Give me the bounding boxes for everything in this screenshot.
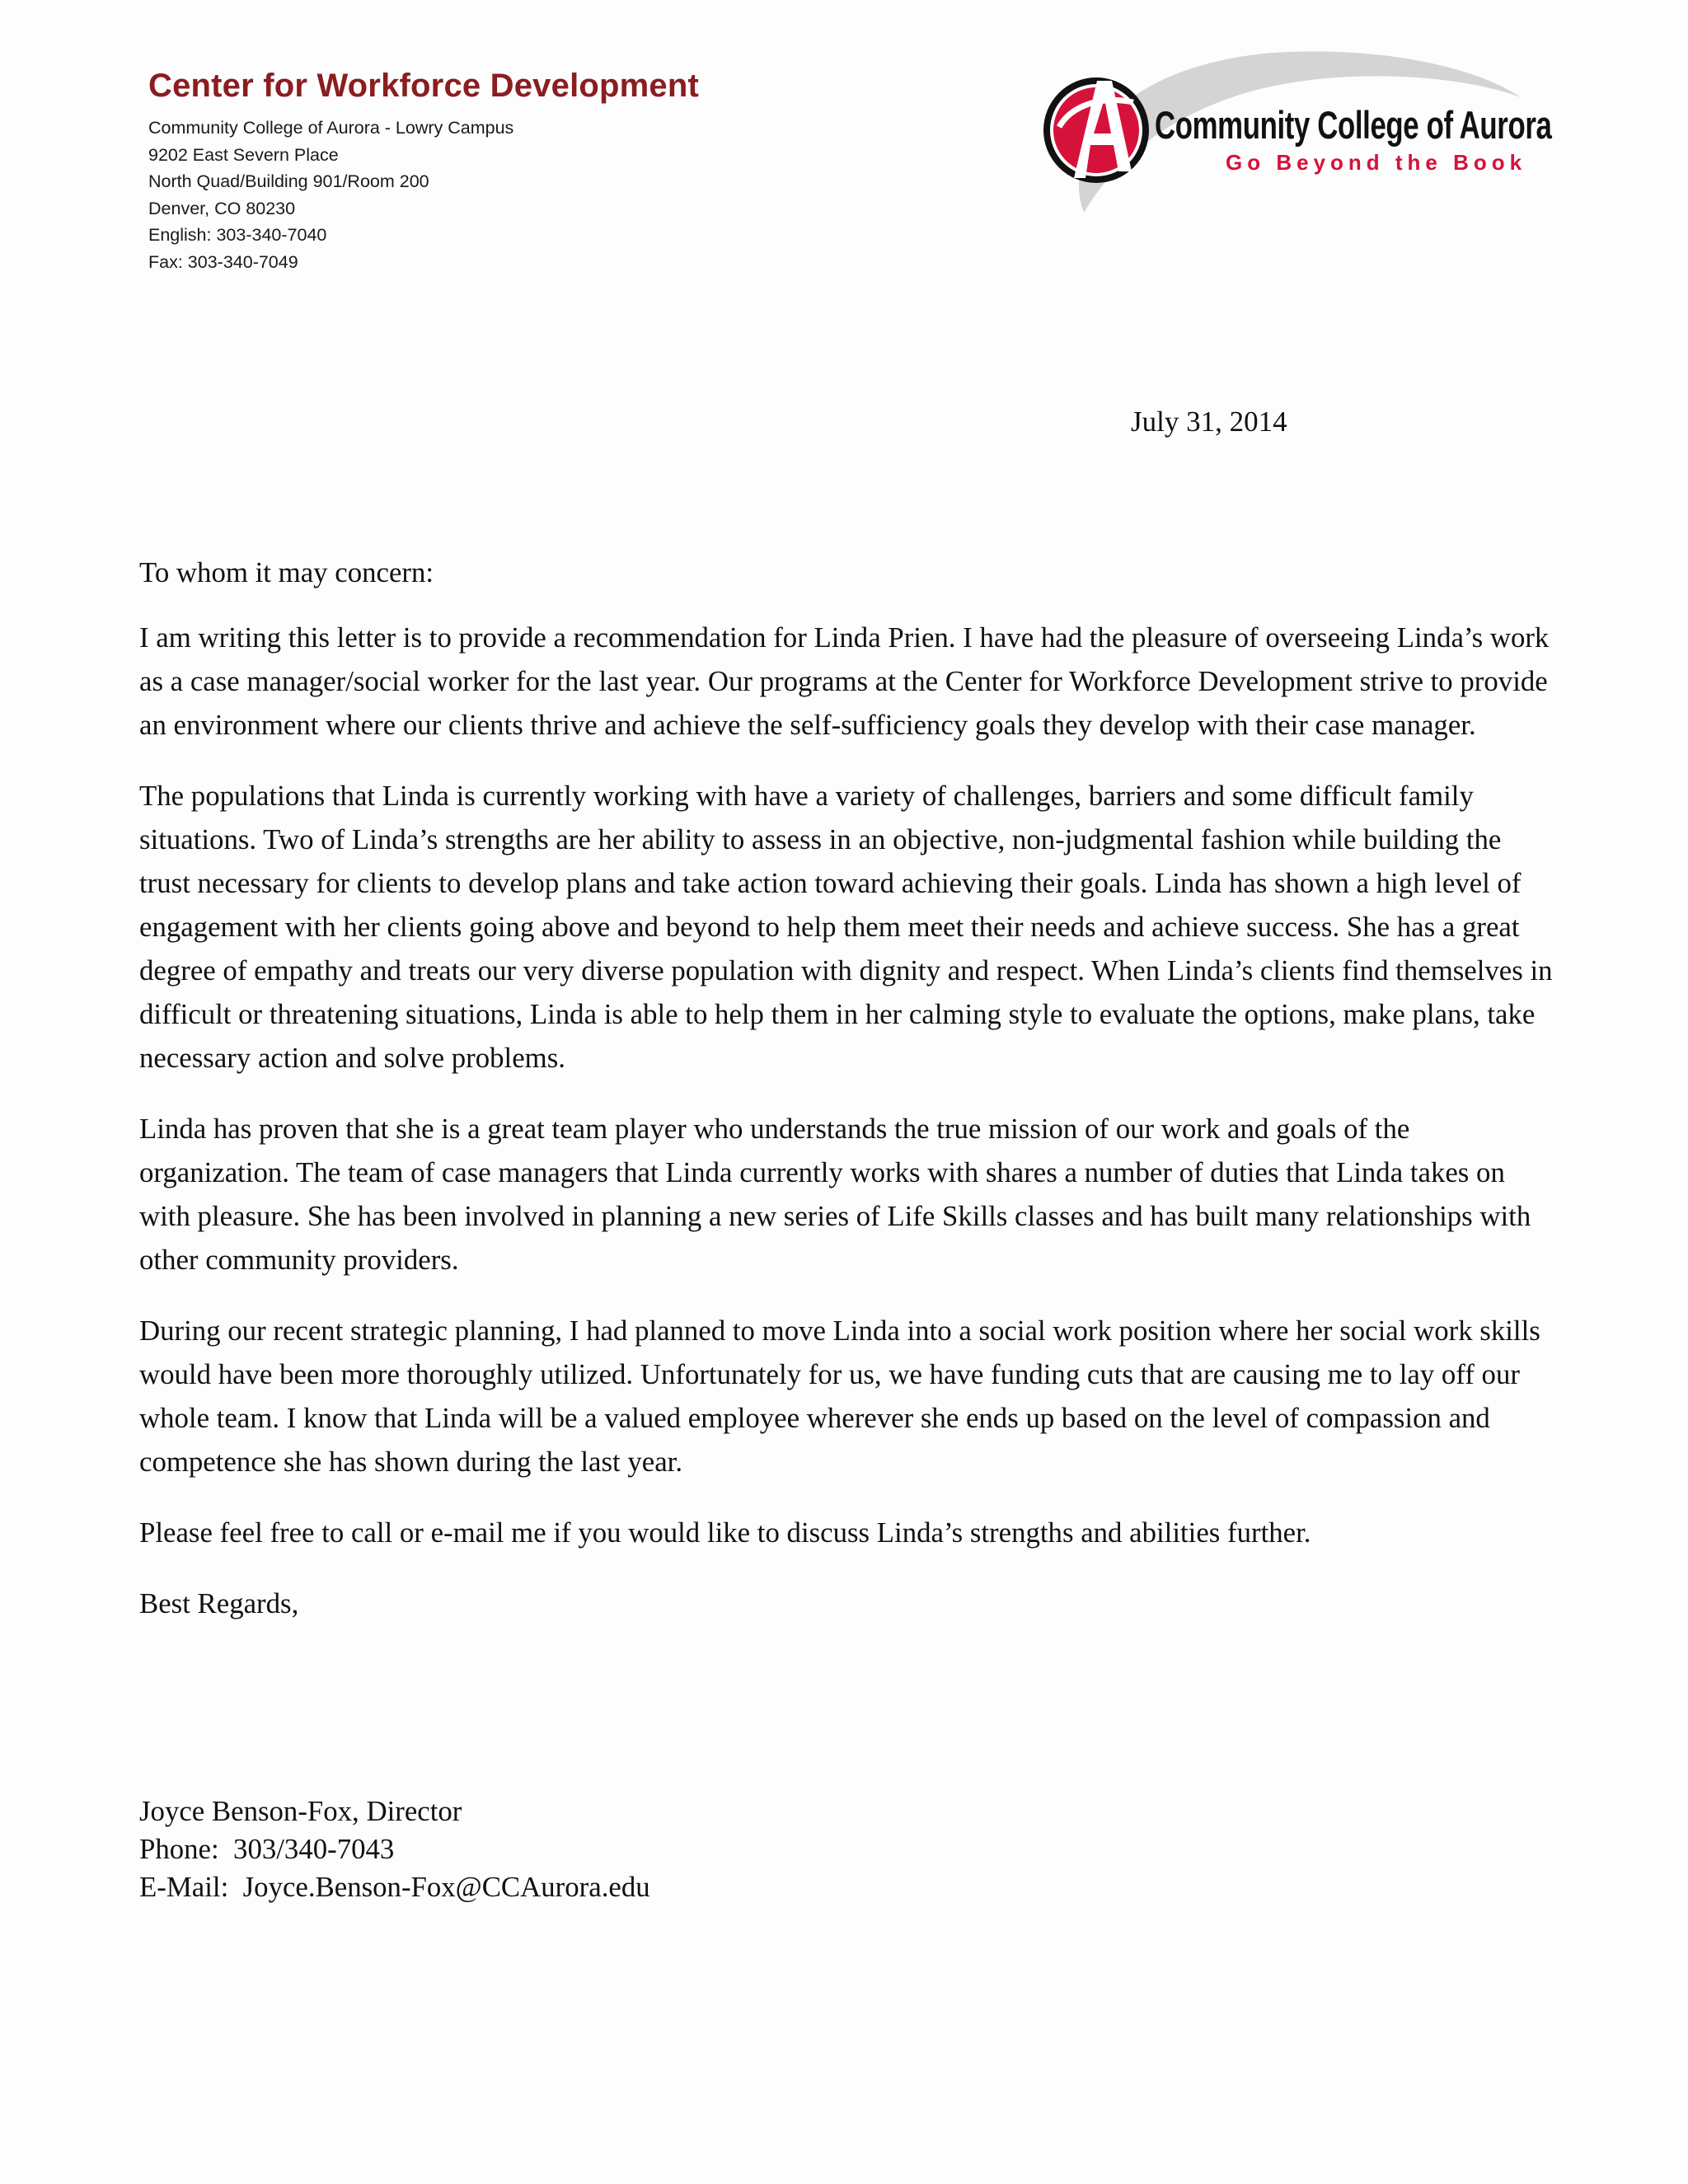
logo-college-name: Community College of Aurora bbox=[1155, 103, 1552, 147]
college-logo bbox=[1026, 48, 1552, 221]
address-line: North Quad/Building 901/Room 200 bbox=[148, 171, 429, 191]
letter-date: July 31, 2014 bbox=[1131, 405, 1287, 438]
body-paragraph: During our recent strategic planning, I had planned to move Linda into a social work position where her social work skills would have been more thoroughly utilized. Unfortunately for us, we have funding cuts that are causing me to lay off our whole team. I know that Linda will be a valued employee wherever she ends up based on the level of compassion and competence she has shown during the last year. bbox=[139, 1315, 1540, 1478]
body-paragraph: The populations that Linda is currently working with have a variety of challenges, barriers and some difficult family situations. Two of Linda’s strengths are her ability to assess in an objective, non-judgmental fashion while building the trust necessary for clients to develop plans and take action toward achieving their goals. Linda has shown a high level of engagement with her clients going above and beyond to help them meet their needs and achieve success. She has a great degree of empathy and treats our very diverse population with dignity and respect. When Linda’s clients find themselves in difficult or threatening situations, Linda is able to help them in her calming style to evaluate the options, make plans, take necessary action and solve problems. bbox=[139, 780, 1553, 1074]
fax-line: Fax: 303-340-7049 bbox=[148, 251, 298, 272]
body-paragraph: I am writing this letter is to provide a recommendation for Linda Prien. I have had the pleasure of overseeing Linda’s work as a case manager/social worker for the last year. Our programs at the Center for Workforce Development strive to provide an environment where our clients thrive and achieve the self-sufficiency goals they develop with their case manager. bbox=[139, 621, 1550, 741]
signature-block bbox=[139, 1793, 650, 1906]
signer-email: E-Mail: Joyce.Benson-Fox@CCAurora.edu bbox=[139, 1871, 650, 1903]
closing: Best Regards, bbox=[139, 1587, 299, 1619]
logo-tagline: Go Beyond the Book bbox=[1226, 150, 1527, 175]
address-line: Denver, CO 80230 bbox=[148, 198, 296, 218]
org-title: Center for Workforce Development bbox=[148, 68, 700, 104]
phone-line: English: 303-340-7040 bbox=[148, 225, 327, 245]
signer-name-title: Joyce Benson-Fox, Director bbox=[139, 1795, 462, 1827]
address-line: Community College of Aurora - Lowry Campus bbox=[148, 118, 514, 138]
body-paragraph: Please feel free to call or e-mail me if you would like to discuss Linda’s strengths and abilities further. bbox=[139, 1516, 1311, 1549]
signer-phone: Phone: 303/340-7043 bbox=[139, 1833, 395, 1865]
letterhead bbox=[148, 68, 699, 275]
letter-body bbox=[139, 551, 1557, 1625]
salutation: To whom it may concern: bbox=[139, 556, 434, 588]
body-paragraph: Linda has proven that she is a great team player who understands the true mission of our work and goals of the organization. The team of case managers that Linda currently works with shares a number of duties that Linda takes on with pleasure. She has been involved in planning a new series of Life Skills classes and has built many relationships with other community providers. bbox=[139, 1113, 1531, 1276]
address-line: 9202 East Severn Place bbox=[148, 144, 339, 165]
